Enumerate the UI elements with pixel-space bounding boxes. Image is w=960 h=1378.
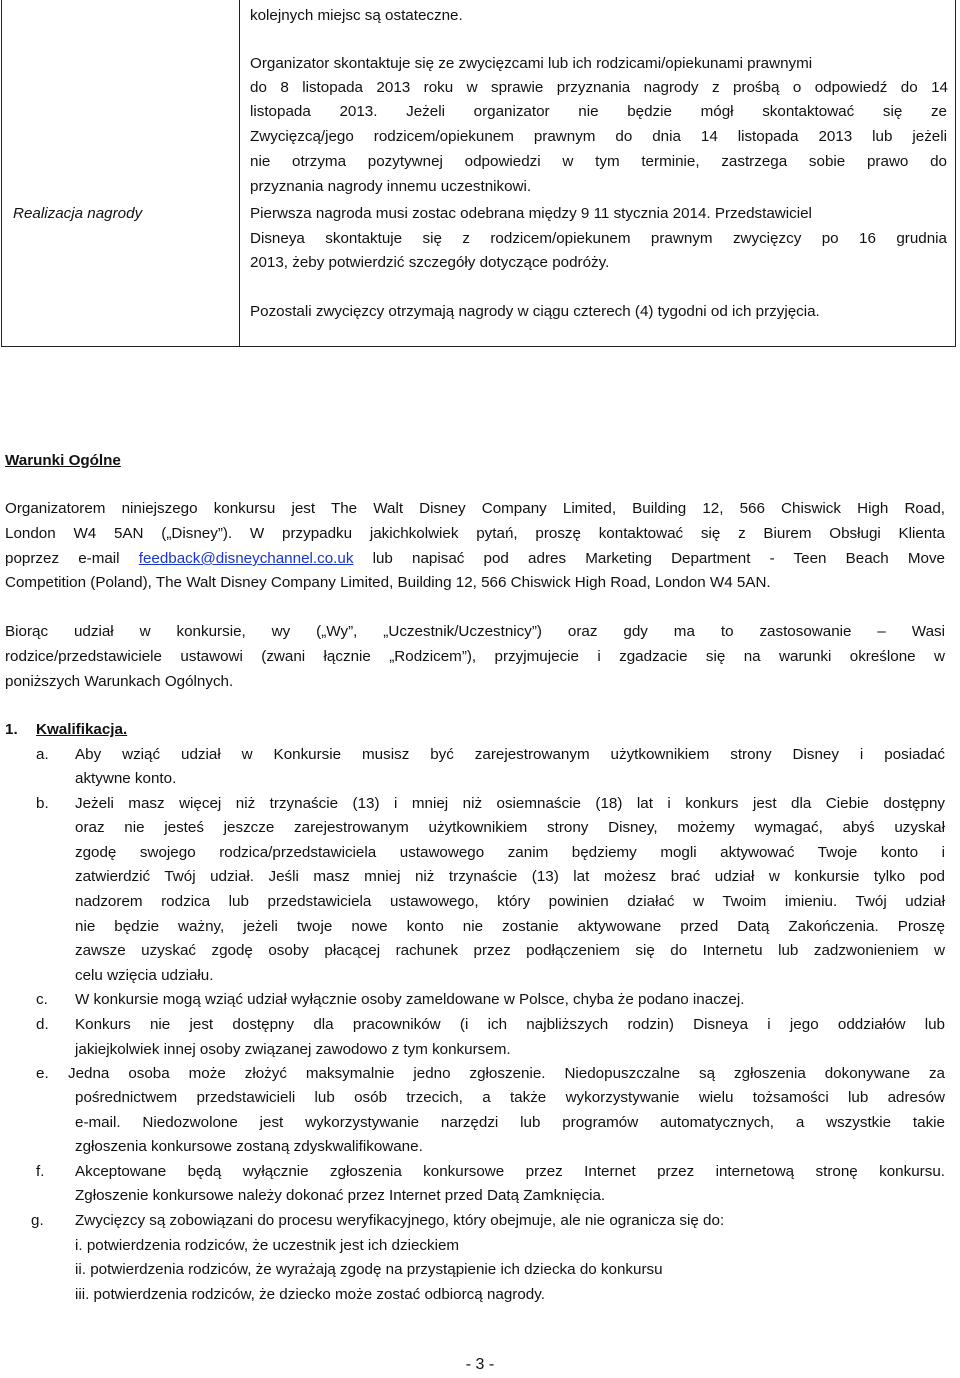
list-line: zgodę swojego rodzica/przedstawiciela ustawowego zanim będziemy mogli aktywować Twoje konto i [75, 844, 945, 861]
table-line: nie otrzyma pozytywnej odpowiedzi w tym terminie, zastrzega sobie prawo do [250, 153, 947, 170]
paragraph-line: Competition (Poland), The Walt Disney Company Limited, Building 12, 566 Chiswick High Road, London W4 5AN. [5, 574, 771, 591]
list-line: nie będzie ważny, jeżeli twoje nowe konto nie zostanie aktywowane przed Datą Zakończenia. Proszę [75, 918, 945, 935]
paragraph-line: poniższych Warunkach Ogólnych. [5, 673, 234, 690]
list-letter: e. [36, 1065, 49, 1082]
email-link[interactable]: feedback@disneychannel.co.uk [138, 550, 354, 567]
section-heading: Warunki Ogólne [5, 452, 121, 469]
list-letter: b. [36, 795, 49, 812]
list-line: Zwycięzcy są zobowiązani do procesu weryfikacyjnego, który obejmuje, ale nie ogranicza się do: [75, 1212, 725, 1229]
table-divider [239, 0, 240, 346]
list-line: oraz nie jesteś jeszcze zarejestrowanym użytkownikiem strony Disney, możemy wymagać, abyś uzyskał [75, 819, 945, 836]
table-line: Zwycięzcą/jego rodzicem/opiekunem prawnym do dnia 14 listopada 2013 lub jeżeli [250, 128, 947, 145]
list-line: zgłoszenia konkursowe zostaną zdyskwalifikowane. [75, 1138, 423, 1155]
paragraph-line [5, 549, 945, 569]
list-letter: a. [36, 746, 49, 763]
page-number: - 3 - [465, 1356, 495, 1373]
list-line: nadzorem rodzica lub przedstawiciela ustawowego, który powinien działać w Twoim imieniu. Twój udział [75, 893, 945, 910]
list-line: Zgłoszenie konkursowe należy dokonać przez Internet przed Datą Zamknięcia. [75, 1187, 606, 1204]
list-line: zawsze uzyskać zgodę osoby płacącej rachunek przez podłączeniem się do Internetu lub zadzwonieniem w [75, 942, 945, 959]
prize-table-label: Realizacja nagrody [13, 205, 143, 222]
list-line: Konkurs nie jest dostępny dla pracowników (i ich najbliższych rodzin) Disneya i jego oddziałów lub [75, 1016, 945, 1033]
table-line: Pozostali zwycięzcy otrzymają nagrody w ciągu czterech (4) tygodni od ich przyjęcia. [250, 303, 820, 320]
prize-table [1, 0, 956, 347]
text-span: poprzez e-mail [5, 550, 139, 567]
list-line: jakiejkolwiek innej osoby związanej zawodowo z tym konkursem. [75, 1041, 511, 1058]
table-line: 2013, żeby potwierdzić szczegóły dotyczące podróży. [250, 254, 610, 271]
section-number: 1. [5, 721, 18, 738]
list-letter: d. [36, 1016, 49, 1033]
paragraph-line: rodzice/przedstawiciele ustawowi (zwani łącznie „Rodzicem”), przyjmujecie i zgadzacie się na warunki określone w [5, 648, 945, 665]
list-line: Aby wziąć udział w Konkursie musisz być zarejestrowanym użytkownikiem strony Disney i posiadać [75, 746, 945, 763]
list-line: Jedna osoba może złożyć maksymalnie jedno zgłoszenie. Niedopuszczalne są zgłoszenia dokonywane za [68, 1065, 945, 1082]
list-line: i. potwierdzenia rodziców, że uczestnik jest ich dzieckiem [75, 1237, 460, 1254]
list-letter: c. [36, 991, 48, 1008]
list-line: ii. potwierdzenia rodziców, że wyrażają zgodę na przystąpienie ich dziecka do konkursu [75, 1261, 663, 1278]
list-line: celu wzięcia udziału. [75, 967, 214, 984]
paragraph-line: London W4 5AN („Disney”). W przypadku jakichkolwiek pytań, proszę kontaktować się z Biurem Obsługi Klienta [5, 525, 945, 542]
list-letter: f. [36, 1163, 45, 1180]
list-line: e-mail. Niedozwolone jest wykorzystywanie narzędzi lub programów automatycznych, a wszystkie takie [75, 1114, 945, 1131]
table-line: kolejnych miejsc są ostateczne. [250, 7, 463, 24]
table-line: przyznania nagrody innemu uczestnikowi. [250, 178, 532, 195]
text-span: lub napisać pod adres Marketing Department - Teen Beach Move [353, 550, 946, 567]
list-letter: g. [31, 1212, 44, 1229]
list-line: Jeżeli masz więcej niż trzynaście (13) i mniej niż osiemnaście (18) lat i konkurs jest dla Ciebie dostępny [75, 795, 945, 812]
list-line: aktywne konto. [75, 770, 177, 787]
list-line: zatwierdzić Twój udział. Jeśli masz mniej niż trzynaście (13) lat możesz brać udział w konkursie tylko pod [75, 868, 945, 885]
section-title: Kwalifikacja. [36, 721, 128, 738]
table-line: Disneya skontaktuje się z rodzicem/opiekunem prawnym zwycięzcy po 16 grudnia [250, 230, 947, 247]
paragraph-line: Biorąc udział w konkursie, wy („Wy”, „Uczestnik/Uczestnicy”) oraz gdy ma to zastosowanie – Wasi [5, 623, 945, 640]
list-line: pośrednictwem przedstawicieli lub osób trzecich, a także wykorzystywanie wielu tożsamości lub adresów [75, 1089, 945, 1106]
list-line: Akceptowane będą wyłącznie zgłoszenia konkursowe przez Internet przez internetową stronę konkursu. [75, 1163, 945, 1180]
list-line: W konkursie mogą wziąć udział wyłącznie osoby zameldowane w Polsce, chyba że podano inaczej. [75, 991, 745, 1008]
table-line: Pierwsza nagroda musi zostac odebrana między 9 11 stycznia 2014. Przedstawiciel [250, 205, 812, 222]
list-line: iii. potwierdzenia rodziców, że dziecko może zostać odbiorcą nagrody. [75, 1286, 545, 1303]
table-line: listopada 2013. Jeżeli organizator nie będzie mógł skontaktować się ze [250, 103, 947, 120]
table-line: do 8 listopada 2013 roku w sprawie przyznania nagrody z prośbą o odpowiedź do 14 [250, 79, 948, 96]
table-line: Organizator skontaktuje się ze zwycięzcami lub ich rodzicami/opiekunami prawnymi [250, 55, 813, 72]
paragraph-line: Organizatorem niniejszego konkursu jest The Walt Disney Company Limited, Building 12, 566 Chiswick High Road, [5, 500, 945, 517]
